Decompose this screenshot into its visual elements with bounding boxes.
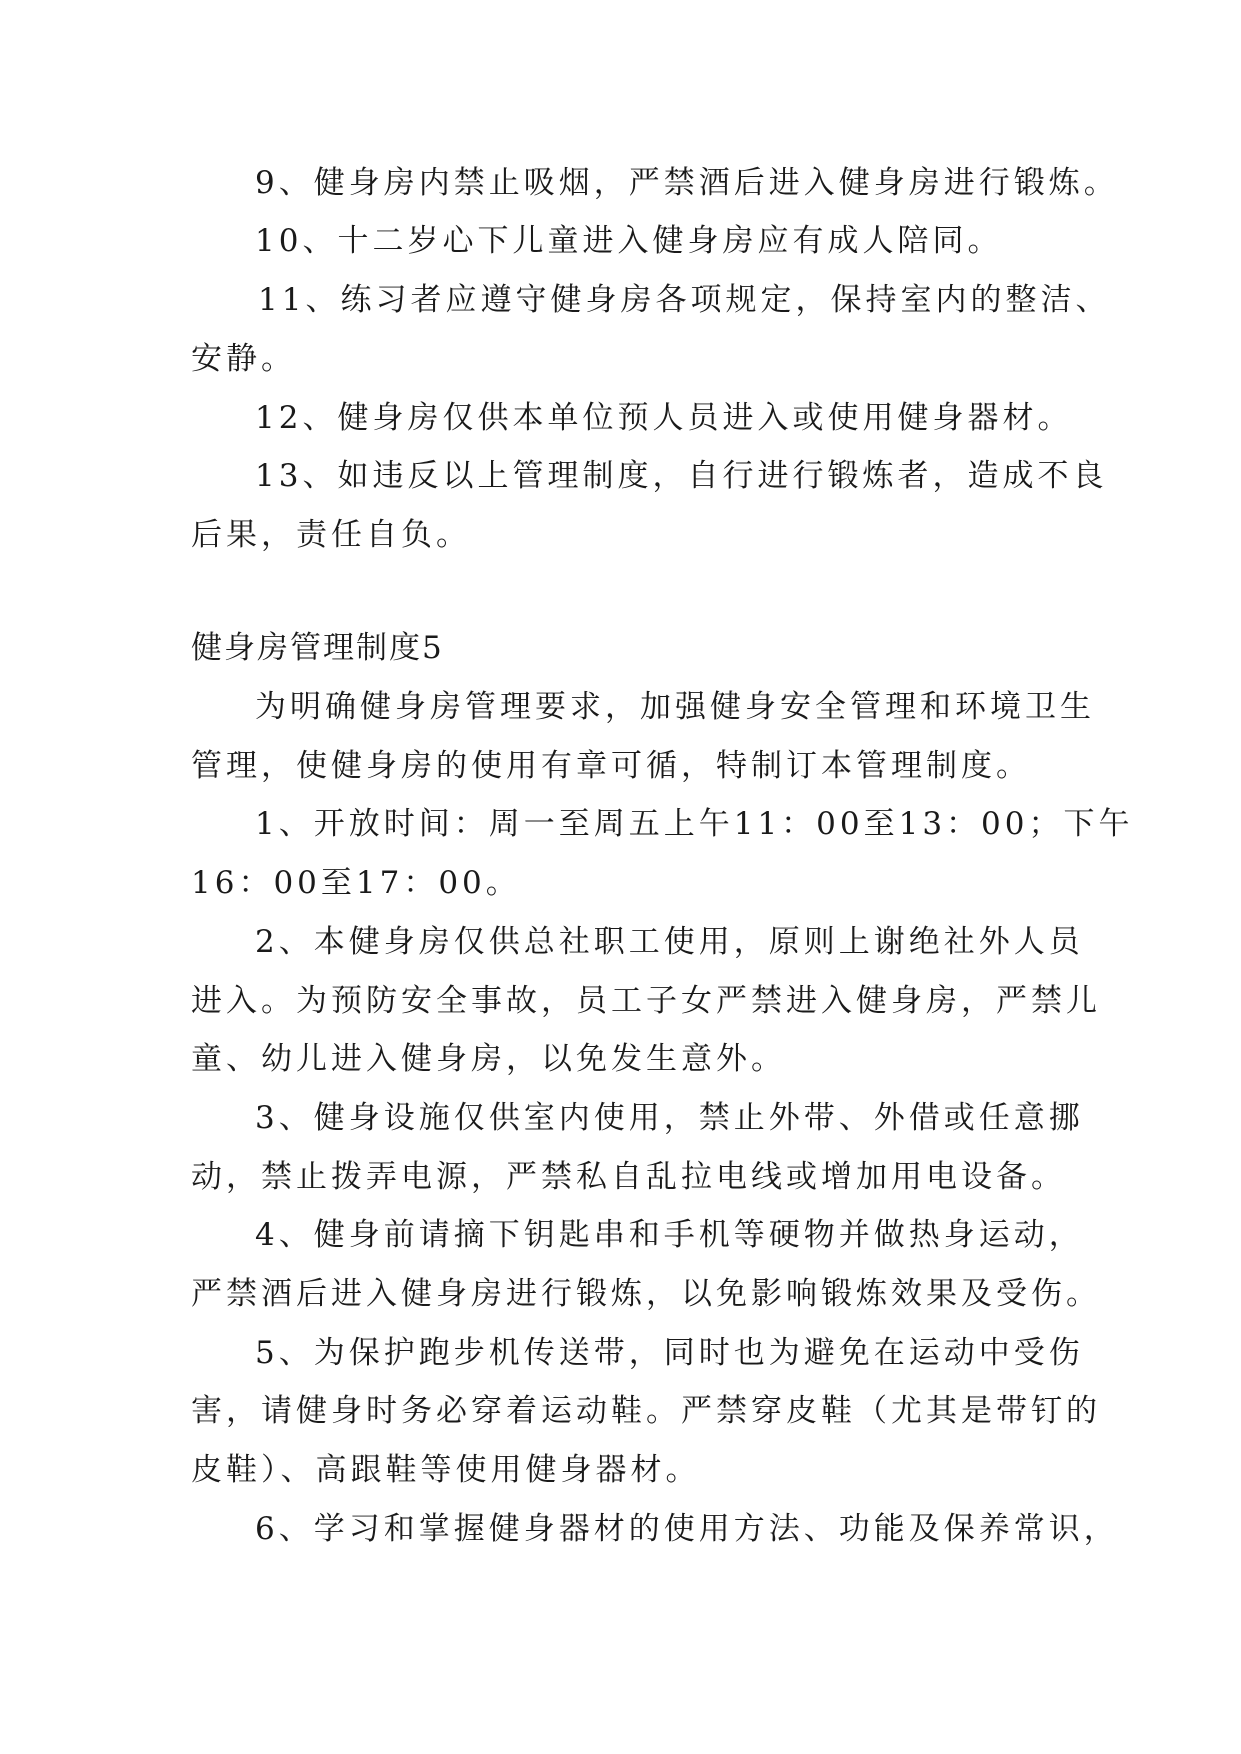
paragraph-line: 10、十二岁心下儿童进入健身房应有成人陪同。: [255, 223, 1003, 259]
paragraph-line: 5、为保护跑步机传送带，同时也为避免在运动中受伤: [255, 1335, 1084, 1371]
paragraph-line: 11、练习者应遵守健身房各项规定，保持室内的整洁、: [258, 282, 1111, 318]
paragraph-line: 4、健身前请摘下钥匙串和手机等硬物并做热身运动，: [255, 1217, 1084, 1253]
paragraph-line: 13、如违反以上管理制度，自行进行锻炼者，造成不良: [255, 458, 1108, 494]
paragraph-line: 3、健身设施仅供室内使用，禁止外带、外借或任意挪: [255, 1100, 1084, 1136]
paragraph-line: 进入。为预防安全事故，员工子女严禁进入健身房，严禁儿: [191, 983, 1101, 1019]
paragraph-line: 害，请健身时务必穿着运动鞋。严禁穿皮鞋（尤其是带钉的: [191, 1393, 1101, 1429]
paragraph-line: 1、开放时间：周一至周五上午11：00至13：00；下午: [255, 806, 1134, 842]
paragraph-line: 9、健身房内禁止吸烟，严禁酒后进入健身房进行锻炼。: [255, 165, 1119, 201]
paragraph-line: 管理，使健身房的使用有章可循，特制订本管理制度。: [191, 748, 1031, 784]
paragraph-line: 6、学习和掌握健身器材的使用方法、功能及保养常识，: [255, 1511, 1119, 1547]
paragraph-line: 安静。: [191, 341, 296, 377]
paragraph-line: 2、本健身房仅供总社职工使用，原则上谢绝社外人员: [255, 924, 1084, 960]
paragraph-line: 12、健身房仅供本单位预人员进入或使用健身器材。: [255, 400, 1073, 436]
paragraph-line: 皮鞋）、高跟鞋等使用健身器材。: [191, 1452, 701, 1488]
paragraph-line: 后果，责任自负。: [191, 517, 471, 553]
section-heading: 健身房管理制度5: [191, 630, 444, 666]
paragraph-line: 动，禁止拨弄电源，严禁私自乱拉电线或增加用电设备。: [191, 1159, 1066, 1195]
paragraph-line: 16：00至17：00。: [191, 865, 521, 901]
paragraph-line: 童、幼儿进入健身房，以免发生意外。: [191, 1041, 786, 1077]
paragraph-line: 为明确健身房管理要求，加强健身安全管理和环境卫生: [255, 689, 1095, 725]
paragraph-line: 严禁酒后进入健身房进行锻炼，以免影响锻炼效果及受伤。: [191, 1276, 1101, 1312]
